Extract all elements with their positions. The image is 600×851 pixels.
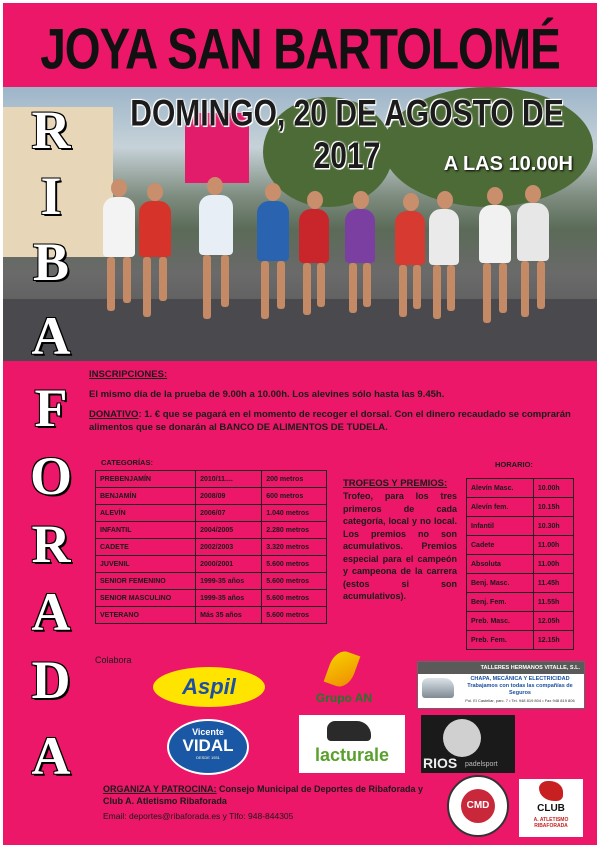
table-cell: ALEVÍN	[96, 505, 196, 522]
vertical-letter: R	[31, 100, 71, 160]
event-title: JOYA SAN BARTOLOMÉ	[40, 15, 560, 81]
club-atletismo-logo: CLUB A. ATLETISMO RIBAFORADA	[519, 779, 583, 837]
vertical-letter: B	[32, 232, 70, 292]
table-row	[467, 517, 574, 536]
table-cell: 5.600 metros	[262, 556, 327, 573]
table-cell: SENIOR FEMENINO	[96, 573, 196, 590]
table-row	[96, 607, 327, 624]
table-row	[467, 479, 574, 498]
table-row	[467, 498, 574, 517]
table-cell: 1.040 metros	[262, 505, 327, 522]
table-cell: VETERANO	[96, 607, 196, 624]
table-cell: Preb. Fem.	[467, 631, 534, 650]
table-row	[467, 593, 574, 612]
inscripciones-heading: INSCRIPCIONES:	[89, 369, 168, 380]
schedule-table	[466, 478, 574, 650]
table-cell: CADETE	[96, 539, 196, 556]
event-poster	[3, 3, 597, 845]
table-row	[96, 556, 327, 573]
table-cell: 2.280 metros	[262, 522, 327, 539]
horario-heading: HORARIO:	[495, 460, 533, 469]
table-row	[467, 612, 574, 631]
donativo-text	[89, 408, 579, 434]
table-cell: 10.30h	[533, 517, 573, 536]
categories-table	[95, 470, 327, 624]
table-cell: Más 35 años	[196, 607, 262, 624]
table-cell: INFANTIL	[96, 522, 196, 539]
table-cell: 12.05h	[533, 612, 573, 631]
table-cell: BENJAMÍN	[96, 488, 196, 505]
vertical-letter: A	[31, 582, 71, 642]
table-row	[96, 522, 327, 539]
table-cell: Benj. Fem.	[467, 593, 534, 612]
table-cell: 2008/09	[196, 488, 262, 505]
cow-icon	[327, 721, 371, 741]
table-cell: Preb. Masc.	[467, 612, 534, 631]
cmd-logo: CMD	[447, 775, 509, 837]
table-cell: 5.600 metros	[262, 607, 327, 624]
table-row	[96, 505, 327, 522]
table-cell: 1999-35 años	[196, 590, 262, 607]
table-row	[96, 488, 327, 505]
table-cell: 12.15h	[533, 631, 573, 650]
table-cell: Cadete	[467, 536, 534, 555]
table-cell: 11.45h	[533, 574, 573, 593]
organiza-text: ORGANIZA Y PATROCINA: Consejo Municipal de Deportes de Ribaforada y Club A. Atletismo Ribaforada	[103, 784, 424, 806]
table-cell: 600 metros	[262, 488, 327, 505]
table-cell: 200 metros	[262, 471, 327, 488]
table-cell: 10.00h	[533, 479, 573, 498]
table-cell: 2004/2005	[196, 522, 262, 539]
rios-padelsport-logo: RIOS padelsport	[421, 715, 515, 773]
table-cell: 11.00h	[533, 555, 573, 574]
contact-email: Email: deportes@ribaforada.es y Tlfo: 948-844305	[103, 811, 294, 821]
vertical-letter: R	[31, 514, 71, 574]
event-time: A LAS 10.00H	[443, 153, 573, 175]
table-cell: Infantil	[467, 517, 534, 536]
inscripciones-text: El mismo día de la prueba de 9.00h a 10.00h. Los alevines sólo hasta las 9.45h.	[89, 389, 445, 400]
table-cell: 2010/11....	[196, 471, 262, 488]
table-cell: 3.320 metros	[262, 539, 327, 556]
table-cell: 11.00h	[533, 536, 573, 555]
vertical-letter: I	[40, 166, 62, 226]
aspil-logo: Aspil	[153, 667, 265, 707]
table-cell: 5.600 metros	[262, 590, 327, 607]
categorias-heading: CATEGORÍAS:	[101, 458, 153, 467]
table-cell: 2000/2001	[196, 556, 262, 573]
table-cell: PREBENJAMÍN	[96, 471, 196, 488]
ball-icon	[443, 719, 481, 757]
table-cell: Absoluta	[467, 555, 534, 574]
table-cell: 1999-35 años	[196, 573, 262, 590]
trofeos-text: Trofeo, para los tres primeros de cada categoría, local y no local. Los premios no son acumulativos. Premios especial para el campeón y campeona de la carrera (estos si son acumulativos).	[343, 491, 457, 601]
table-row	[96, 471, 327, 488]
talleres-vitalles-logo: TALLERES HERMANOS VITALLE, S.L. CHAPA, MECÁNICA Y ELECTRICIDAD Trabajamos con todas las compañías de Seguros Pol. El Castellar, parc. 7 • Tel. 948 819 804 • Fax 948 819 806	[417, 661, 585, 709]
table-row	[96, 573, 327, 590]
table-row	[467, 574, 574, 593]
table-row	[467, 555, 574, 574]
table-row	[467, 536, 574, 555]
table-cell: 11.55h	[533, 593, 573, 612]
runner-icon	[539, 781, 563, 801]
donativo-label: DONATIVO	[89, 409, 139, 420]
donativo-body: : 1. € que se pagará en el momento de recoger el dorsal. Con el dinero recaudado se comprarán alimentos que se donarán al BANCO DE ALIMENTOS DE TUDELA.	[89, 409, 571, 433]
vicente-vidal-logo: Vicente VIDAL DESDE 1931	[167, 719, 249, 775]
table-cell: Alevín fem.	[467, 498, 534, 517]
grupo-an-logo: Grupo AN	[299, 649, 389, 707]
leaf-icon	[324, 648, 361, 691]
table-cell: 5.600 metros	[262, 573, 327, 590]
car-icon	[422, 678, 454, 698]
lacturale-logo: lacturale	[299, 715, 405, 773]
table-row	[96, 539, 327, 556]
trofeos-heading: TROFEOS Y PREMIOS:	[343, 478, 448, 489]
table-cell: Benj. Masc.	[467, 574, 534, 593]
vertical-letter: D	[31, 650, 71, 710]
event-date: DOMINGO, 20 DE AGOSTO DE 2017	[130, 93, 564, 177]
table-row	[467, 631, 574, 650]
vertical-letter: A	[31, 726, 71, 786]
table-cell: JUVENIL	[96, 556, 196, 573]
table-cell: 2002/2003	[196, 539, 262, 556]
table-cell: 2006/07	[196, 505, 262, 522]
vertical-letter: A	[31, 306, 71, 366]
table-cell: 10.15h	[533, 498, 573, 517]
colabora-label: Colabora	[95, 655, 132, 665]
vertical-letter: O	[29, 446, 72, 506]
table-cell: Alevín Masc.	[467, 479, 534, 498]
organiza-label: ORGANIZA Y PATROCINA:	[103, 784, 217, 794]
vertical-letter: F	[34, 378, 68, 438]
table-row	[96, 590, 327, 607]
table-cell: SENIOR MASCULINO	[96, 590, 196, 607]
